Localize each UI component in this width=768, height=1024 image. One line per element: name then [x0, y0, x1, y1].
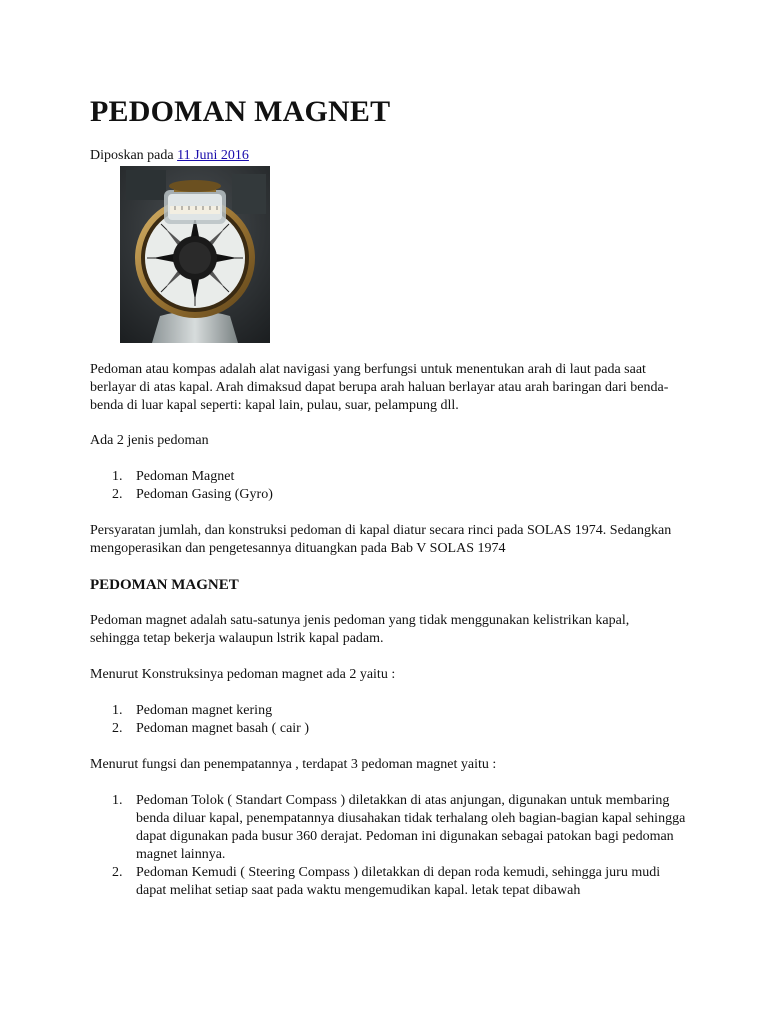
list-item [90, 486, 680, 504]
types-intro: Ada 2 jenis pedoman [90, 433, 209, 448]
magnet-description: Pedoman magnet adalah satu-satunya jenis pedoman yang tidak menggunakan kelistrikan kapal, sehingga tetap bekerja walaupun lstrik kapal padam. [90, 613, 630, 646]
list-number: 1. [112, 703, 123, 718]
intro-paragraph: Pedoman atau kompas adalah alat navigasi yang berfungsi untuk menentukan arah di laut pada saat berlayar di atas kapal. Arah dimaksud dapat berupa arah haluan berlayar atau arah baringan dari benda-benda di luar kapal seperti: kapal lain, pulau, suar, pelampung dll. [90, 362, 669, 413]
solas-paragraph: Persyaratan jumlah, dan konstruksi pedoman di kapal diatur secara rinci pada SOLAS 1974. Sedangkan mengoperasikan dan pengetesannya dituangkan pada Bab V SOLAS 1974 [90, 523, 672, 556]
list-text: Pedoman Gasing (Gyro) [136, 487, 273, 502]
list-number: 2. [112, 865, 123, 880]
list-number: 2. [112, 487, 123, 502]
posted-label: Diposkan pada [90, 148, 174, 163]
post-meta [90, 147, 249, 165]
list-text: Pedoman magnet kering [136, 703, 273, 718]
function-list [90, 792, 690, 900]
section-heading: PEDOMAN MAGNET [90, 577, 239, 593]
list-text: Pedoman Kemudi ( Steering Compass ) diletakkan di depan roda kemudi, sehingga juru mudi dapat melihat setiap saat pada waktu mengemudikan kapal. letak tepat dibawah [136, 865, 661, 898]
list-text: Pedoman magnet basah ( cair ) [136, 721, 309, 736]
page-title: PEDOMAN MAGNET [90, 95, 391, 128]
compass-photo [120, 166, 270, 343]
construction-intro: Menurut Konstruksinya pedoman magnet ada 2 yaitu : [90, 667, 396, 682]
list-number: 1. [112, 469, 123, 484]
list-item [90, 702, 680, 720]
list-item [90, 864, 690, 900]
list-number: 1. [112, 793, 123, 808]
list-item [90, 468, 680, 486]
list-item [90, 792, 690, 864]
function-intro: Menurut fungsi dan penempatannya , terdapat 3 pedoman magnet yaitu : [90, 757, 497, 772]
types-list [90, 468, 680, 504]
post-date-link[interactable]: 11 Juni 2016 [177, 148, 249, 163]
list-item [90, 720, 680, 738]
list-text: Pedoman Magnet [136, 469, 235, 484]
list-number: 2. [112, 721, 123, 736]
list-text: Pedoman Tolok ( Standart Compass ) diletakkan di atas anjungan, digunakan untuk membaring benda diluar kapal, penempatannya diusahakan tidak terhalang oleh bagian-bagian kapal sehingga dapat digunakan pada busur 360 derajat. Pedoman ini digunakan sebagai patokan bagi pedoman magnet lainnya. [136, 793, 686, 862]
construction-list [90, 702, 680, 738]
